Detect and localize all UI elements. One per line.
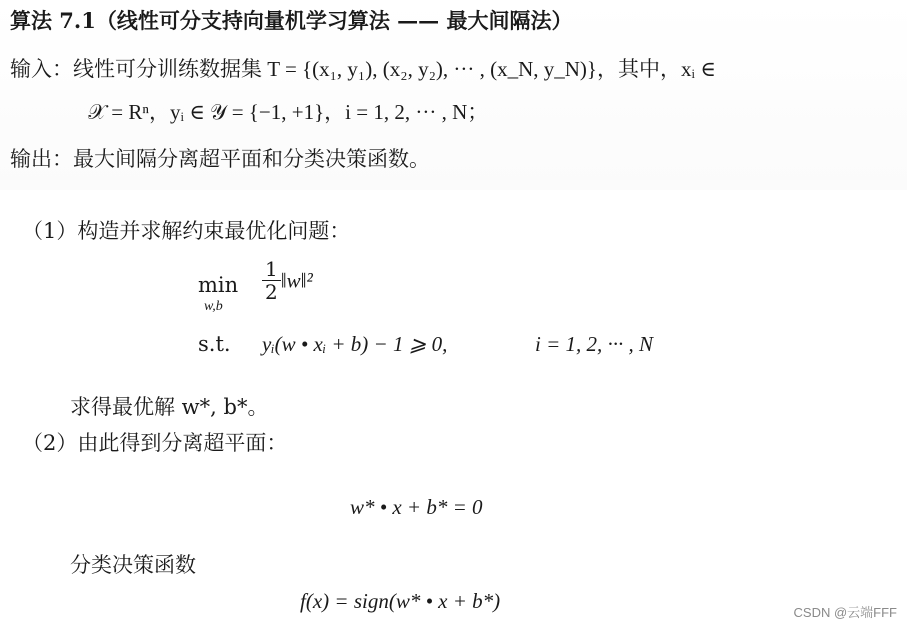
decision-function-equation: f(x) = sign(w* • x + b*)	[300, 589, 501, 613]
st-label: s.t.	[198, 332, 231, 356]
constraint-expression: yᵢ(w • xᵢ + b) − 1 ⩾ 0,	[262, 332, 448, 356]
constraint-range: i = 1, 2, ··· , N	[535, 332, 654, 356]
input-line-1	[10, 56, 716, 82]
watermark: CSDN @云端FFF	[793, 605, 897, 620]
optimal-solution-text: 求得最优解 w*, b*。	[70, 395, 269, 419]
decision-function-label: 分类决策函数	[70, 553, 196, 577]
algorithm-title: 算法 7.1（线性可分支持向量机学习算法 —— 最大间隔法）	[10, 8, 573, 33]
input-text-1: 线性可分训练数据集 T = {(x₁, y₁), (x₂, y₂), ··· , (x_N, y_N)}，其中，xᵢ ∈	[73, 57, 716, 81]
input-label: 输入：	[10, 57, 73, 81]
output-label: 输出：	[10, 147, 73, 171]
fraction-numerator: 1	[262, 258, 281, 281]
objective-norm: ‖w‖²	[280, 268, 313, 293]
fraction-one-half	[262, 258, 281, 303]
output-line	[10, 146, 430, 172]
min-subscript: w,b	[204, 299, 223, 314]
min-label: min	[198, 273, 239, 297]
step-1: （1）构造并求解约束最优化问题：	[22, 219, 351, 243]
fraction-denominator: 2	[265, 280, 278, 304]
input-line-2: 𝒳 = Rⁿ，yᵢ ∈ 𝒴 = {−1, +1}，i = 1, 2, ··· , N；	[88, 100, 489, 124]
objective-expression	[262, 258, 313, 303]
step-2: （2）由此得到分离超平面：	[22, 431, 288, 455]
hyperplane-equation: w* • x + b* = 0	[350, 495, 483, 519]
output-text: 最大间隔分离超平面和分类决策函数。	[73, 147, 430, 171]
